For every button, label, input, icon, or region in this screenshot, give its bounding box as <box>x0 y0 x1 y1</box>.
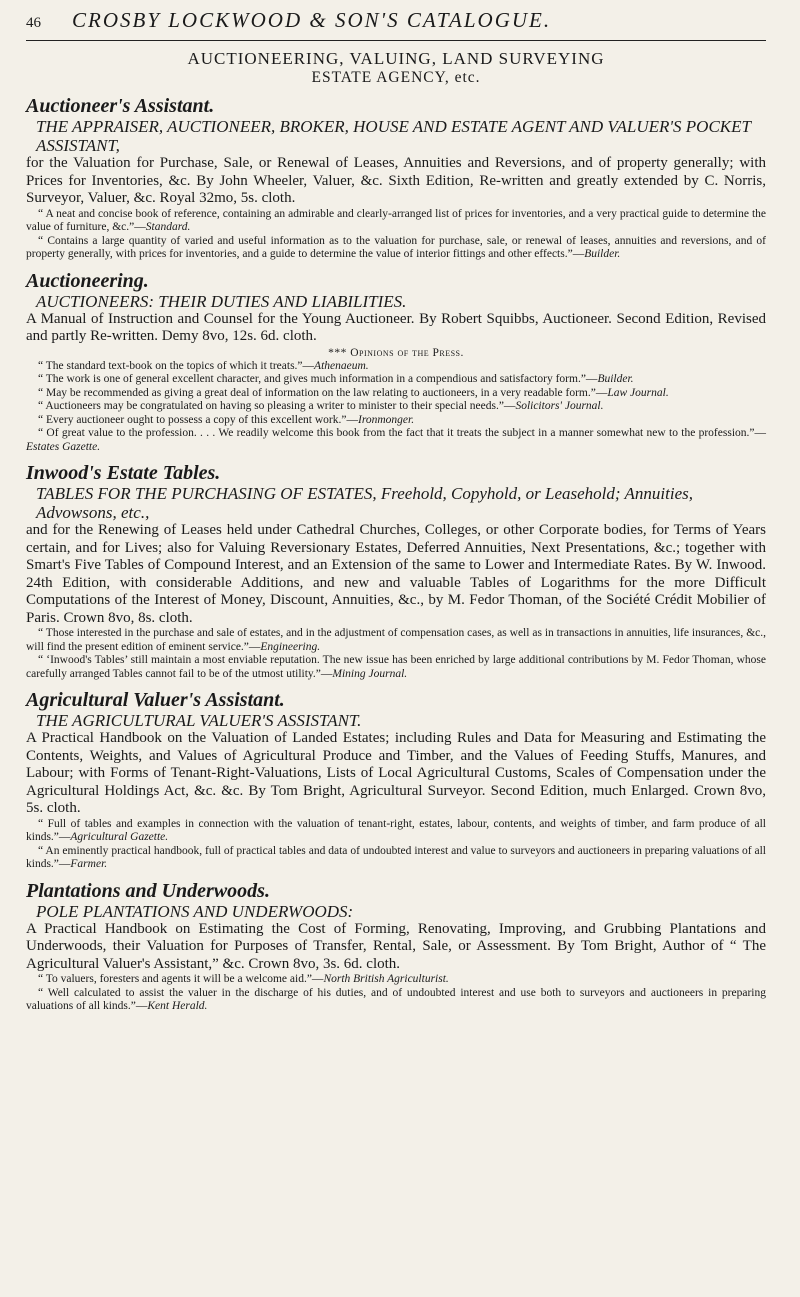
review-quote <box>26 427 766 454</box>
header-rule <box>26 40 766 41</box>
review-source: North British Agriculturist. <box>323 973 449 985</box>
review-quote <box>26 845 766 872</box>
review-quote <box>26 654 766 681</box>
book-description: for the Valuation for Purchase, Sale, or Renewal of Leases, Annuities and Reversions, and of property generally; with Prices for Inventories, &c. By John Wheeler, Valuer, &c. Sixth Edition, Re-written and greatly extended by C. Norris, Surveyor, Valuer, &c. Royal 32mo, 5s. cloth. <box>26 155 766 206</box>
review-quote <box>26 208 766 235</box>
review-source: Farmer. <box>70 858 108 870</box>
entry-heading: Inwood's Estate Tables. <box>26 462 221 484</box>
review-quote <box>26 373 766 387</box>
review-source: Builder. <box>584 248 621 260</box>
review-quote <box>26 387 766 401</box>
review-text: “ Auctioneers may be congratulated on having so pleasing a writer to minister to their special needs.”— <box>38 400 516 412</box>
entry-heading: Auctioneering. <box>26 269 149 292</box>
review-source: Builder. <box>597 373 634 385</box>
running-title: CROSBY LOCKWOOD & SON'S CATALOGUE. <box>72 8 552 32</box>
review-source: Kent Herald. <box>147 1000 208 1012</box>
review-quote <box>26 400 766 414</box>
review-text: “ Contains a large quantity of varied and useful information as to the valuation for purchase, sale, or renewal of leases, annuities and reversions, and of property generally, with prices for inventories, and a guide to determine the value of interior fittings and other effects.”— <box>26 234 766 260</box>
review-text: “ Those interested in the purchase and sale of estates, and in the adjustment of compensation cases, as well as in transactions in annuities, life insurances, &c., will find the present edition of eminent service.”— <box>26 627 766 653</box>
review-source: Estates Gazette. <box>26 440 101 453</box>
review-source: Ironmonger. <box>358 413 415 426</box>
review-text: “ A neat and concise book of reference, containing an admirable and clearly-arranged list of prices for inventories, and a very practical guide to determine the value of furniture, &c.”— <box>26 207 766 233</box>
review-quote <box>26 235 766 262</box>
review-quote <box>26 360 766 374</box>
review-text: “ To valuers, foresters and agents it will be a welcome aid.”— <box>38 973 324 985</box>
book-description: A Manual of Instruction and Counsel for the Young Auctioneer. By Robert Squibbs, Auctioneer. Second Edition, Revised and partly Re-written. Demy 8vo, 12s. 6d. cloth. <box>26 310 766 344</box>
review-source: Standard. <box>145 221 191 233</box>
catalogue-page <box>26 0 766 1014</box>
review-source: Law Journal. <box>607 386 669 399</box>
review-text: “ Every auctioneer ought to possess a copy of this excellent work.”— <box>38 413 358 426</box>
section-title <box>26 49 766 87</box>
review-source: Athenaeum. <box>314 359 369 372</box>
review-text: “ The standard text-book on the topics of which it treats.”— <box>38 359 315 372</box>
entry-heading: Plantations and Underwoods. <box>26 879 270 902</box>
book-title: THE APPRAISER, AUCTIONEER, BROKER, HOUSE AND ESTATE AGENT AND VALUER'S POCKET ASSISTANT, <box>36 117 751 155</box>
review-quote <box>26 627 766 654</box>
catalogue-entry <box>26 270 766 455</box>
book-description: A Practical Handbook on Estimating the Cost of Forming, Renovating, Improving, and Grubbing Plantations and Underwoods, their Valuation for Purposes of Transfer, Rental, Sale, or Assessment. By Tom Bright, Author of “ The Agricultural Valuer's Assistant,” &c. Crown 8vo, 3s. 6d. cloth. <box>26 920 766 972</box>
review-quote <box>26 987 766 1014</box>
entry-heading: Auctioneer's Assistant. <box>26 95 215 117</box>
review-text: “ ‘Inwood's Tables’ still maintain a most enviable reputation. The new issue has been enriched by large additional contributions by M. Fedor Thoman, whose carefully arranged Tables cannot fail to be of the utmost utility.”— <box>26 654 766 680</box>
review-text: “ An eminently practical handbook, full of practical tables and data of undoubted interest and value to surveyors and auctioneers in preparing valuations of all kinds.”— <box>26 844 766 870</box>
review-text: “ May be recommended as giving a great deal of information on the law relating to auctioneers, in a very readable form.”— <box>38 386 608 399</box>
book-description: A Practical Handbook on the Valuation of Landed Estates; including Rules and Data for Measuring and Estimating the Contents, Weights, and Values of Agricultural Produce and Timber, and the Values of Feeding Stuffs, Manures, and Labour; with Forms of Tenant-Right-Valuations, Lists of Local Agricultural Customs, Scales of Compensation under the Agricultural Holdings Act, &c. &c. By Tom Bright, Agricultural Surveyor. Second Edition, much Enlarged. Crown 8vo, 5s. cloth. <box>26 730 766 816</box>
review-text: “ Of great value to the profession. . . . We readily welcome this book from the fact that it treats the subject in a manner somewhat new to the profession.”— <box>38 427 766 439</box>
review-source: Mining Journal. <box>332 667 408 680</box>
catalogue-entry <box>26 95 766 262</box>
review-quote <box>26 818 766 845</box>
book-description: and for the Renewing of Leases held under Cathedral Churches, Colleges, or other Corporate bodies, for Terms of Years certain, and for Lives; also for Valuing Reversionary Estates, Deferred Annuities, Next Presentations, &c.; together with Smart's Five Tables of Compound Interest, and an Extension of the same to Lower and Intermediate Rates. By W. Inwood. 24th Edition, with considerable Additions, and new and valuable Tables of Logarithms for the more Difficult Computations of the Interest of Money, Discount, Annuities, &c., by M. Fedor Thoman, of the Société Crédit Mobilier of Paris. Crown 8vo, 8s. cloth. <box>26 522 766 626</box>
review-text: “ Full of tables and examples in connection with the valuation of tenant-right, estates, labour, contents, and weights of timber, and farm produce of all kinds.”— <box>26 817 766 843</box>
review-text: “ The work is one of general excellent character, and gives much information in a compendious and satisfactory form.”— <box>38 373 598 385</box>
review-source: Engineering. <box>260 640 321 653</box>
book-title: POLE PLANTATIONS AND UNDERWOODS: <box>36 901 354 921</box>
review-quote <box>26 973 766 987</box>
section-title-line-1: AUCTIONEERING, VALUING, LAND SURVEYING <box>187 49 605 68</box>
review-source: Solicitors' Journal. <box>515 400 604 412</box>
catalogue-entry <box>26 462 766 681</box>
review-source: Agricultural Gazette. <box>70 831 169 843</box>
page-number: 46 <box>26 15 41 31</box>
running-head <box>26 8 766 38</box>
review-text: “ Well calculated to assist the valuer in the discharge of his duties, and of undoubted interest and use both to surveyors and auctioneers in preparing valuations of all kinds.”— <box>26 986 766 1012</box>
section-title-line-2: ESTATE AGENCY, etc. <box>311 69 481 86</box>
opinions-heading: *** Opinions of the Press. <box>328 346 464 359</box>
review-quote <box>26 414 766 428</box>
catalogue-entry <box>26 689 766 872</box>
book-title: AUCTIONEERS: THEIR DUTIES AND LIABILITIES. <box>36 291 407 311</box>
book-title: THE AGRICULTURAL VALUER'S ASSISTANT. <box>36 711 362 730</box>
entry-heading: Agricultural Valuer's Assistant. <box>26 689 285 711</box>
catalogue-entry <box>26 880 766 1014</box>
book-title: TABLES FOR THE PURCHASING OF ESTATES, Freehold, Copyhold, or Leasehold; Annuities, Advowsons, etc., <box>36 484 693 522</box>
